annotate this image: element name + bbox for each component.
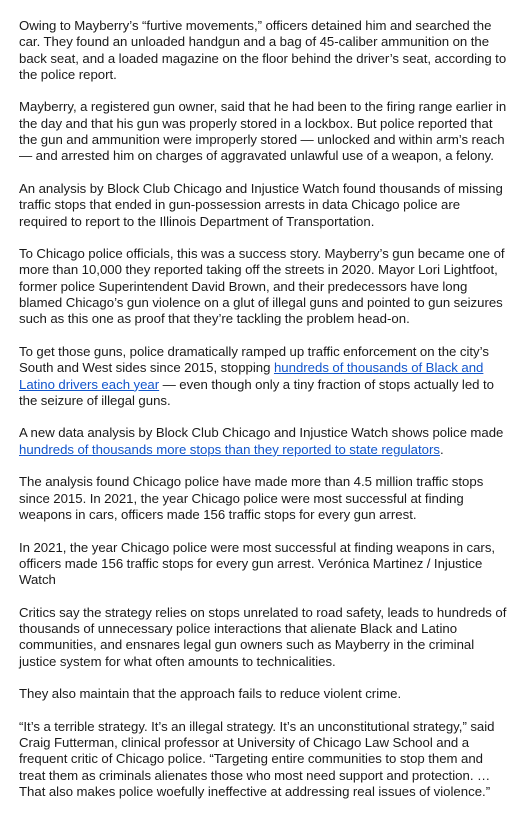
paragraph-text: To get those guns, police dramatically ramped up traffic enforcement on the city’s South and West sides since 2015, stopping [19,343,489,376]
paragraph-traffic-enforcement [19,344,511,409]
paragraph-analysis-findings: The analysis found Chicago police have made more than 4.5 million traffic stops since 2015. In 2021, the year Chicago police were most successful at finding weapons in cars, officers made 156 traffic stops for every gun arrest. [19,474,484,522]
paragraph-text: . [440,441,444,457]
paragraph-violent-crime: They also maintain that the approach fails to reduce violent crime. [19,686,402,702]
paragraph-futterman-quote: “It’s a terrible strategy. It’s an illegal strategy. It’s an unconstitutional strategy,” said Craig Futterman, clinical professor at University of Chicago Law School and a frequent critic of Chicago police. “Targeting entire communities to stop them and treat them as criminals alienates those who most need support and protection. … That also makes police woefully ineffective at addressing real issues of violence.” [19,718,495,799]
paragraph-success-story: To Chicago police officials, this was a success story. Mayberry’s gun became one of more than 10,000 they reported taking off the streets in 2020. Mayor Lori Lightfoot, former police Superintendent David Brown, and their predecessors have long blamed Chicago’s gun violence on a glut of illegal guns and pointed to gun seizures such as this one as proof that they’re tackling the problem head-on. [19,246,505,327]
article-body [19,18,511,817]
paragraph-missing-traffic-stops: An analysis by Block Club Chicago and Injustice Watch found thousands of missing traffic stops that ended in gun-possession arrests in data Chicago police are required to report to the Illinois Department of Transportation. [19,180,503,229]
paragraph-text: — even though only a tiny fraction of stops actually led to the seizure of illegal guns. [19,376,494,408]
paragraph-image-caption: In 2021, the year Chicago police were most successful at finding weapons in cars, officers made 156 traffic stops for every gun arrest. Verónica Martinez / Injustice Watch [19,539,496,588]
paragraph-text: A new data analysis by Block Club Chicago and Injustice Watch shows police made [19,425,504,441]
link-more-stops-than-reported[interactable]: hundreds of thousands more stops than they reported to state regulators [19,441,440,457]
paragraph-new-data-analysis [19,425,511,458]
paragraph-critics: Critics say the strategy relies on stops unrelated to road safety, leads to hundreds of thousands of unnecessary police interactions that alienate Black and Latino communities, and ensnares legal gun owners such as Mayberry in the criminal justice system for what often amounts to technicalities. [19,604,507,669]
paragraph-registered-gun-owner: Mayberry, a registered gun owner, said that he had been to the firing range earlier in the day and that his gun was properly stored in a lockbox. But police reported that the gun and ammunition were improperly stored — unlocked and within arm’s reach — and arrested him on charges of aggravated unlawful use of a weapon, a felony. [19,99,507,164]
link-hundreds-of-thousands-drivers[interactable]: hundreds of thousands of Black and Latino drivers each year [19,360,484,392]
paragraph-furtive-movements: Owing to Mayberry’s “furtive movements,” officers detained him and searched the car. They found an unloaded handgun and a bag of 45-caliber ammunition on the back seat, and a loaded magazine on the floor behind the driver’s seat, according to the police report. [19,18,507,82]
